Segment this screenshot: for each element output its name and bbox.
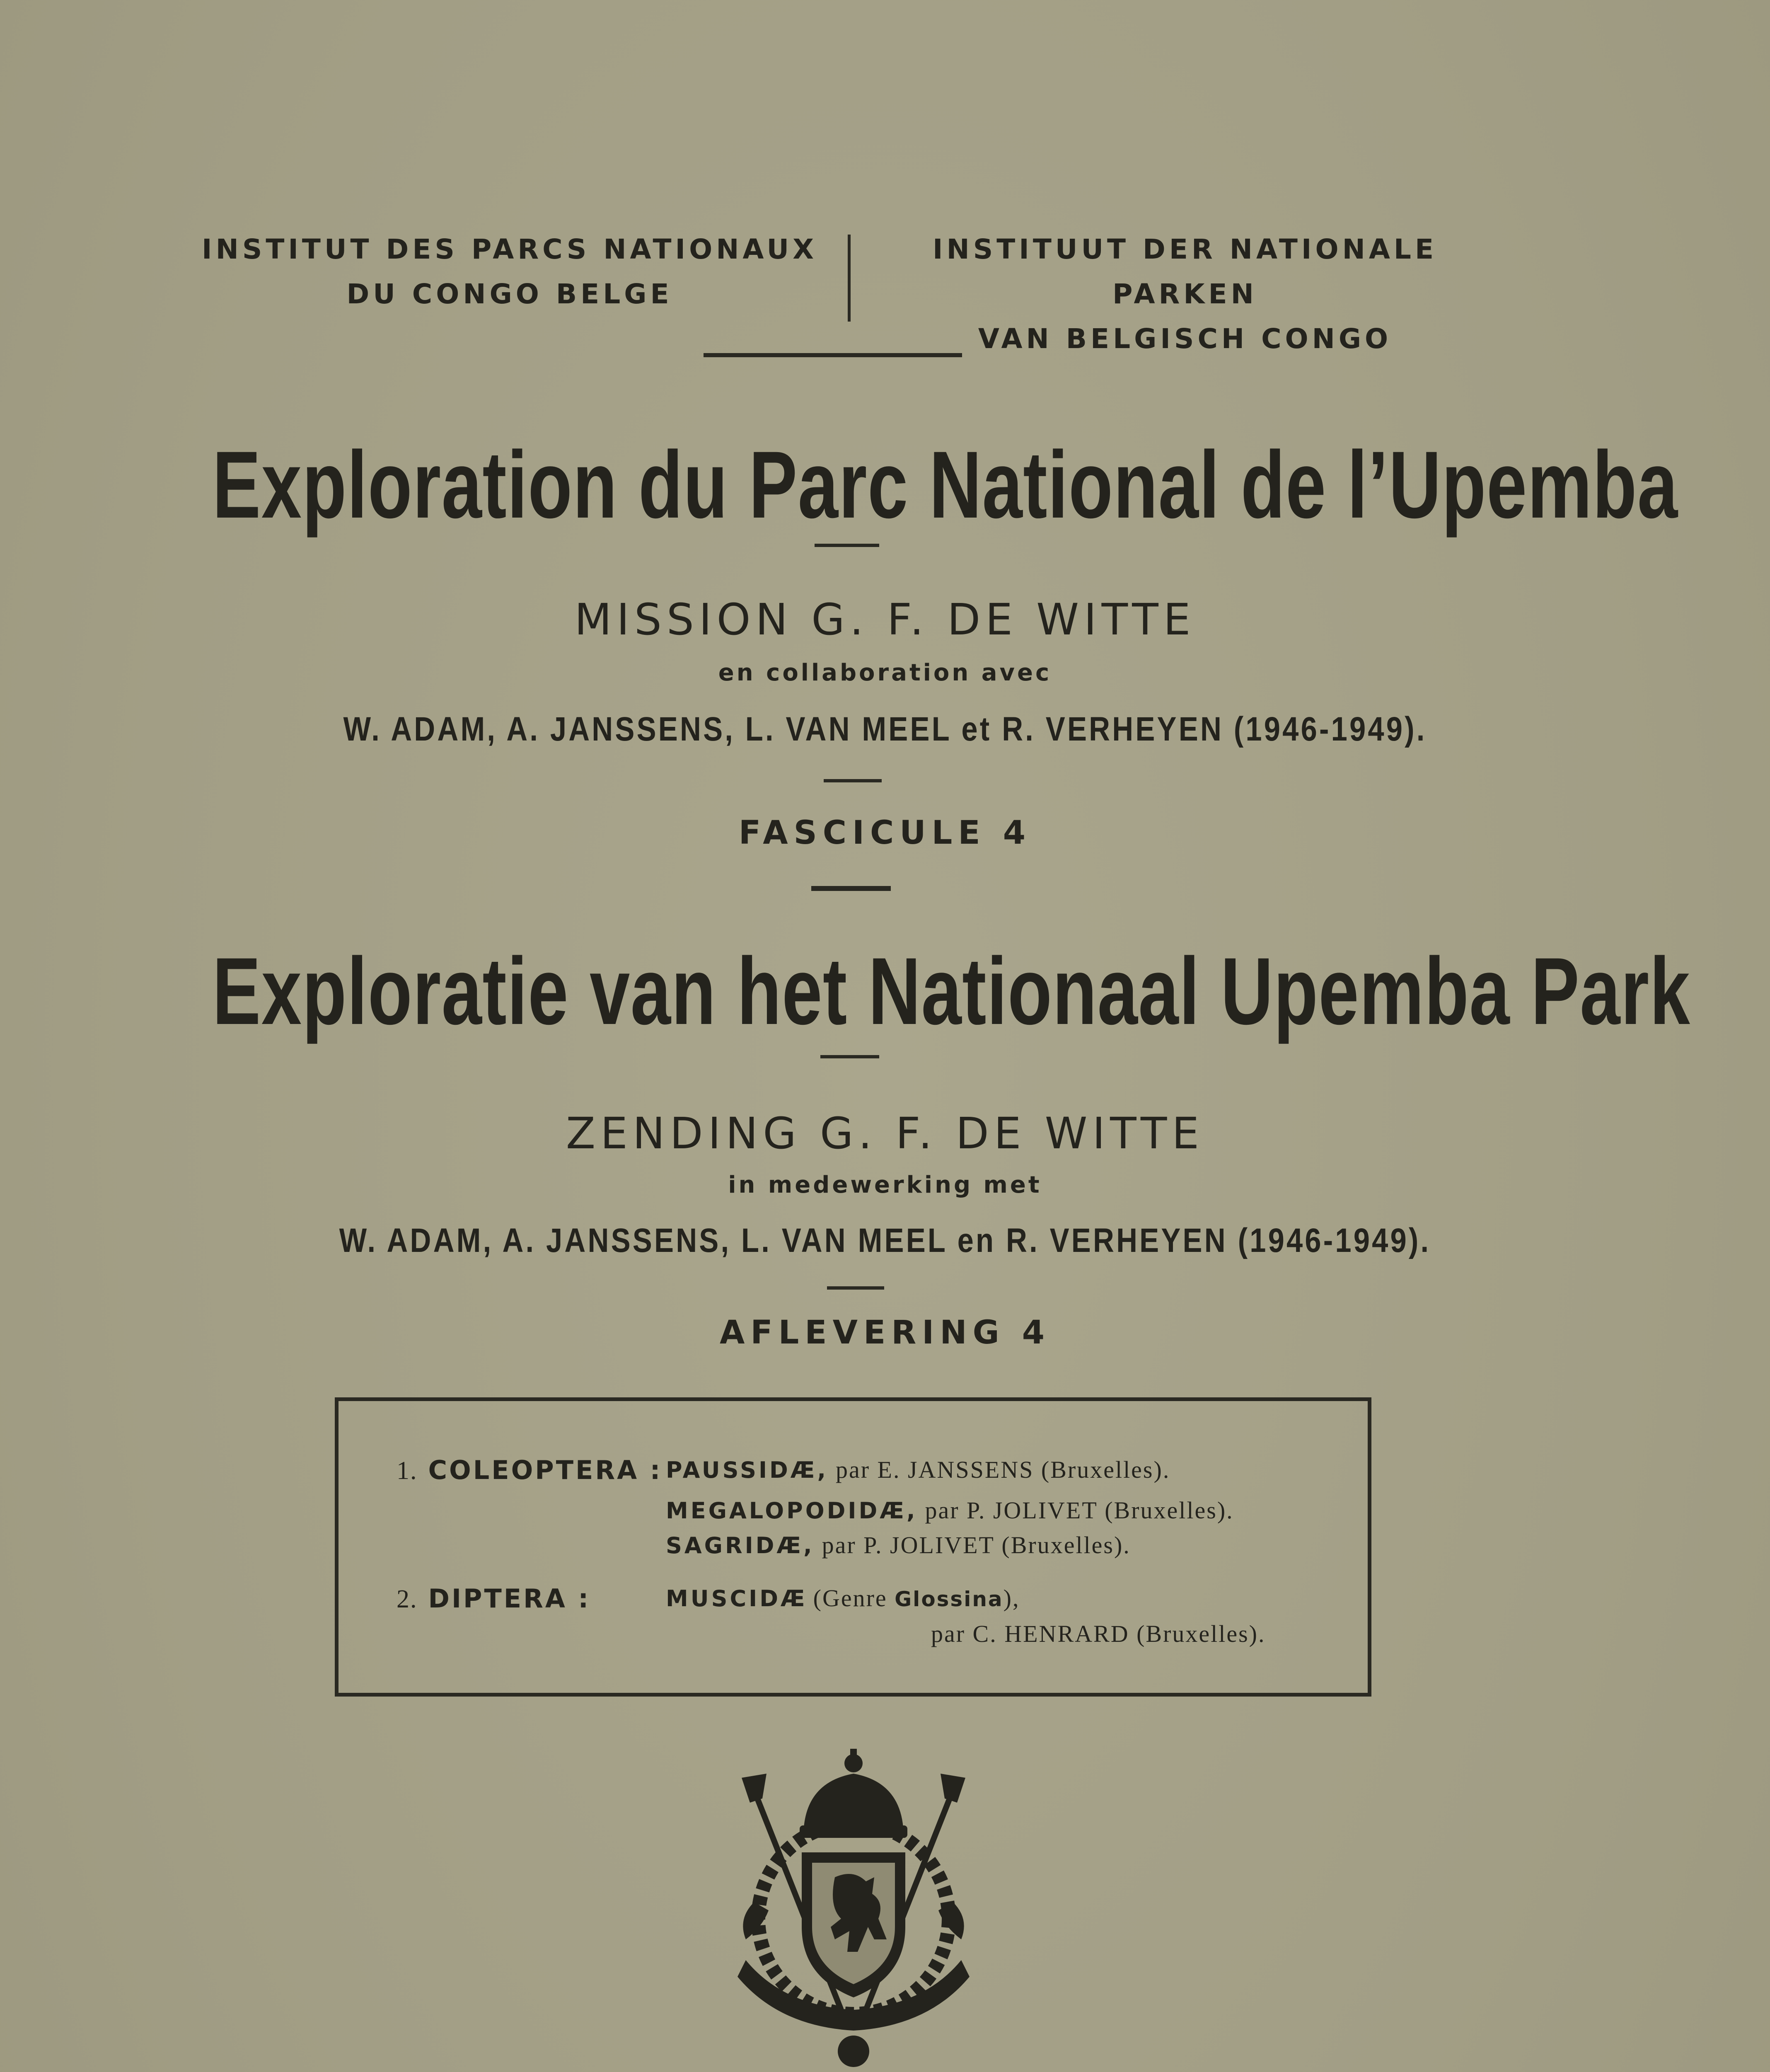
rule-nl-2 xyxy=(827,1286,884,1290)
names-nl: W. ADAM, A. JANSSENS, L. VAN MEEL en R. VERHEYEN (1946-1949). xyxy=(339,1222,1431,1259)
institute-nl xyxy=(866,227,1504,361)
collab-fr: en collaboration avec xyxy=(718,659,1052,686)
genus-name: Glossina xyxy=(895,1587,1003,1611)
institute-nl-line2: VAN BELGISCH CONGO xyxy=(978,323,1392,355)
institute-nl-line1: INSTITUUT DER NATIONALE PARKEN xyxy=(932,233,1438,310)
rule-nl-1 xyxy=(820,1055,879,1058)
institute-fr-line2: DU CONGO BELGE xyxy=(346,278,673,310)
aflevering: AFLEVERING 4 xyxy=(719,1314,1051,1351)
header-divider xyxy=(848,235,851,322)
order-name: COLEOPTERA : xyxy=(428,1455,663,1485)
family-entry xyxy=(931,1620,1266,1648)
rule-fr-1 xyxy=(815,544,879,547)
contents-item-1 xyxy=(397,1455,662,1486)
contents-box xyxy=(335,1397,1371,1697)
family-entry xyxy=(666,1456,1170,1484)
genus-prefix: (Genre xyxy=(813,1585,895,1612)
fascicule: FASCICULE 4 xyxy=(738,814,1032,852)
title-nl: Exploratie van het Nationaal Upemba Park xyxy=(212,938,1691,1044)
author: par P. JOLIVET (Bruxelles). xyxy=(925,1497,1234,1524)
institute-fr xyxy=(199,227,820,317)
rule-fr-2 xyxy=(824,779,882,782)
institute-fr-line1: INSTITUT DES PARCS NATIONAUX xyxy=(202,233,817,265)
family-name: MUSCIDÆ xyxy=(666,1585,808,1612)
family-entry xyxy=(666,1496,1234,1524)
contents-item-2 xyxy=(397,1583,590,1614)
family-entry xyxy=(666,1584,1020,1612)
mission-fr: MISSION G. F. DE WITTE xyxy=(574,594,1196,645)
genus-suffix: ), xyxy=(1003,1585,1020,1612)
family-name: MEGALOPODIDÆ, xyxy=(666,1498,918,1524)
author: par C. HENRARD (Bruxelles). xyxy=(931,1620,1266,1647)
family-name: PAUSSIDÆ, xyxy=(666,1457,828,1483)
mission-nl: ZENDING G. F. DE WITTE xyxy=(566,1108,1204,1159)
header-rule xyxy=(704,353,962,357)
author: par E. JANSSENS (Bruxelles). xyxy=(835,1456,1170,1483)
coat-of-arms-icon xyxy=(729,1745,978,2072)
rule-fr-3 xyxy=(811,886,891,891)
family-name: SAGRIDÆ, xyxy=(666,1532,815,1559)
family-entry xyxy=(666,1531,1131,1559)
names-fr: W. ADAM, A. JANSSENS, L. VAN MEEL et R. VERHEYEN (1946-1949). xyxy=(343,710,1427,748)
author: par P. JOLIVET (Bruxelles). xyxy=(822,1532,1131,1559)
collab-nl: in medewerking met xyxy=(728,1172,1042,1198)
title-fr: Exploration du Parc National de l’Upemba xyxy=(212,431,1678,538)
item-number: 2. xyxy=(397,1585,418,1613)
order-name: DIPTERA : xyxy=(428,1583,591,1614)
item-number: 1. xyxy=(397,1457,418,1485)
